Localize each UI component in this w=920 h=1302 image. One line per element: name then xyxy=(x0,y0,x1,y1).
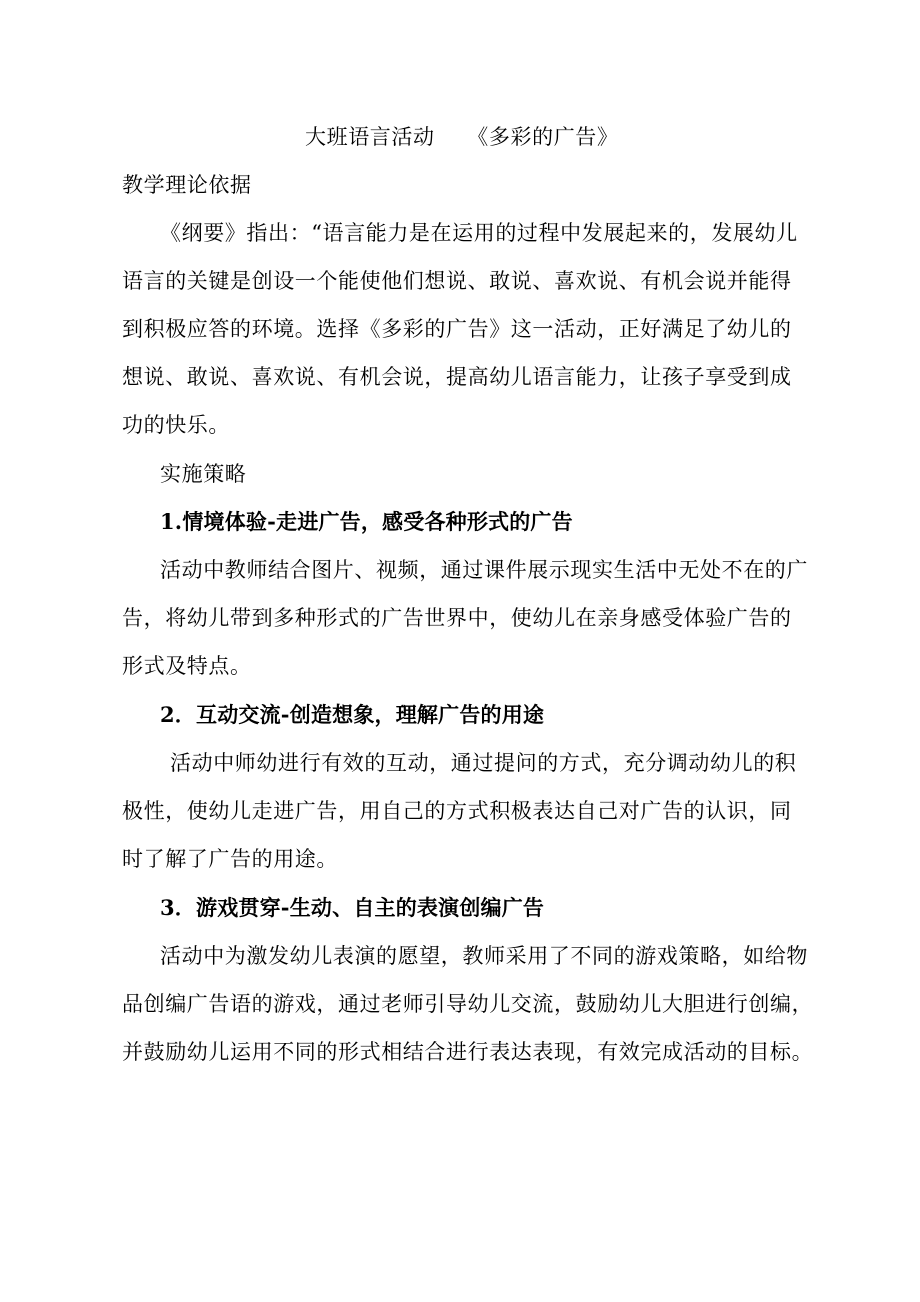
section-3-heading: 3．游戏贯穿-生动、自主的表演创编广告 xyxy=(160,895,545,920)
theory-heading: 教学理论依据 xyxy=(122,173,252,197)
section-1-line-3: 形式及特点。 xyxy=(122,654,252,678)
theory-line-5: 功的快乐。 xyxy=(122,413,230,437)
section-2-line-3: 时了解了广告的用途。 xyxy=(122,847,338,871)
theory-line-4: 想说、敢说、喜欢说、有机会说，提高幼儿语言能力，让孩子享受到成 xyxy=(122,365,792,389)
theory-line-3: 到积极应答的环境。选择《多彩的广告》这一活动，正好满足了幼儿的 xyxy=(122,317,792,341)
section-2-heading: 2．互动交流-创造想象，理解广告的用途 xyxy=(160,702,545,727)
section-2-line-1: 活动中师幼进行有效的互动，通过提问的方式，充分调动幼儿的积 xyxy=(170,751,797,775)
section-1-line-1: 活动中教师结合图片、视频，通过课件展示现实生活中无处不在的广 xyxy=(160,558,808,582)
section-3-line-2: 品创编广告语的游戏，通过老师引导幼儿交流，鼓励幼儿大胆进行创编， xyxy=(122,992,814,1016)
section-3-line-1: 活动中为激发幼儿表演的愿望，教师采用了不同的游戏策略，如给物 xyxy=(160,944,808,968)
section-3-line-3: 并鼓励幼儿运用不同的形式相结合进行表达表现，有效完成活动的目标。 xyxy=(122,1040,814,1064)
theory-line-1: 《纲要》指出：“语言能力是在运用的过程中发展起来的，发展幼儿 xyxy=(160,221,798,245)
document-title: 大班语言活动 《多彩的广告》 xyxy=(305,125,619,149)
section-1-heading: 1.情境体验-走进广告，感受各种形式的广告 xyxy=(160,509,573,534)
strategy-heading: 实施策略 xyxy=(160,462,247,486)
theory-line-2: 语言的关键是创设一个能使他们想说、敢说、喜欢说、有机会说并能得 xyxy=(122,269,792,293)
section-1-line-2: 告，将幼儿带到多种形式的广告世界中，使幼儿在亲身感受体验广告的 xyxy=(122,606,792,630)
section-2-line-2: 极性，使幼儿走进广告，用自己的方式积极表达自己对广告的认识，同 xyxy=(122,799,792,823)
